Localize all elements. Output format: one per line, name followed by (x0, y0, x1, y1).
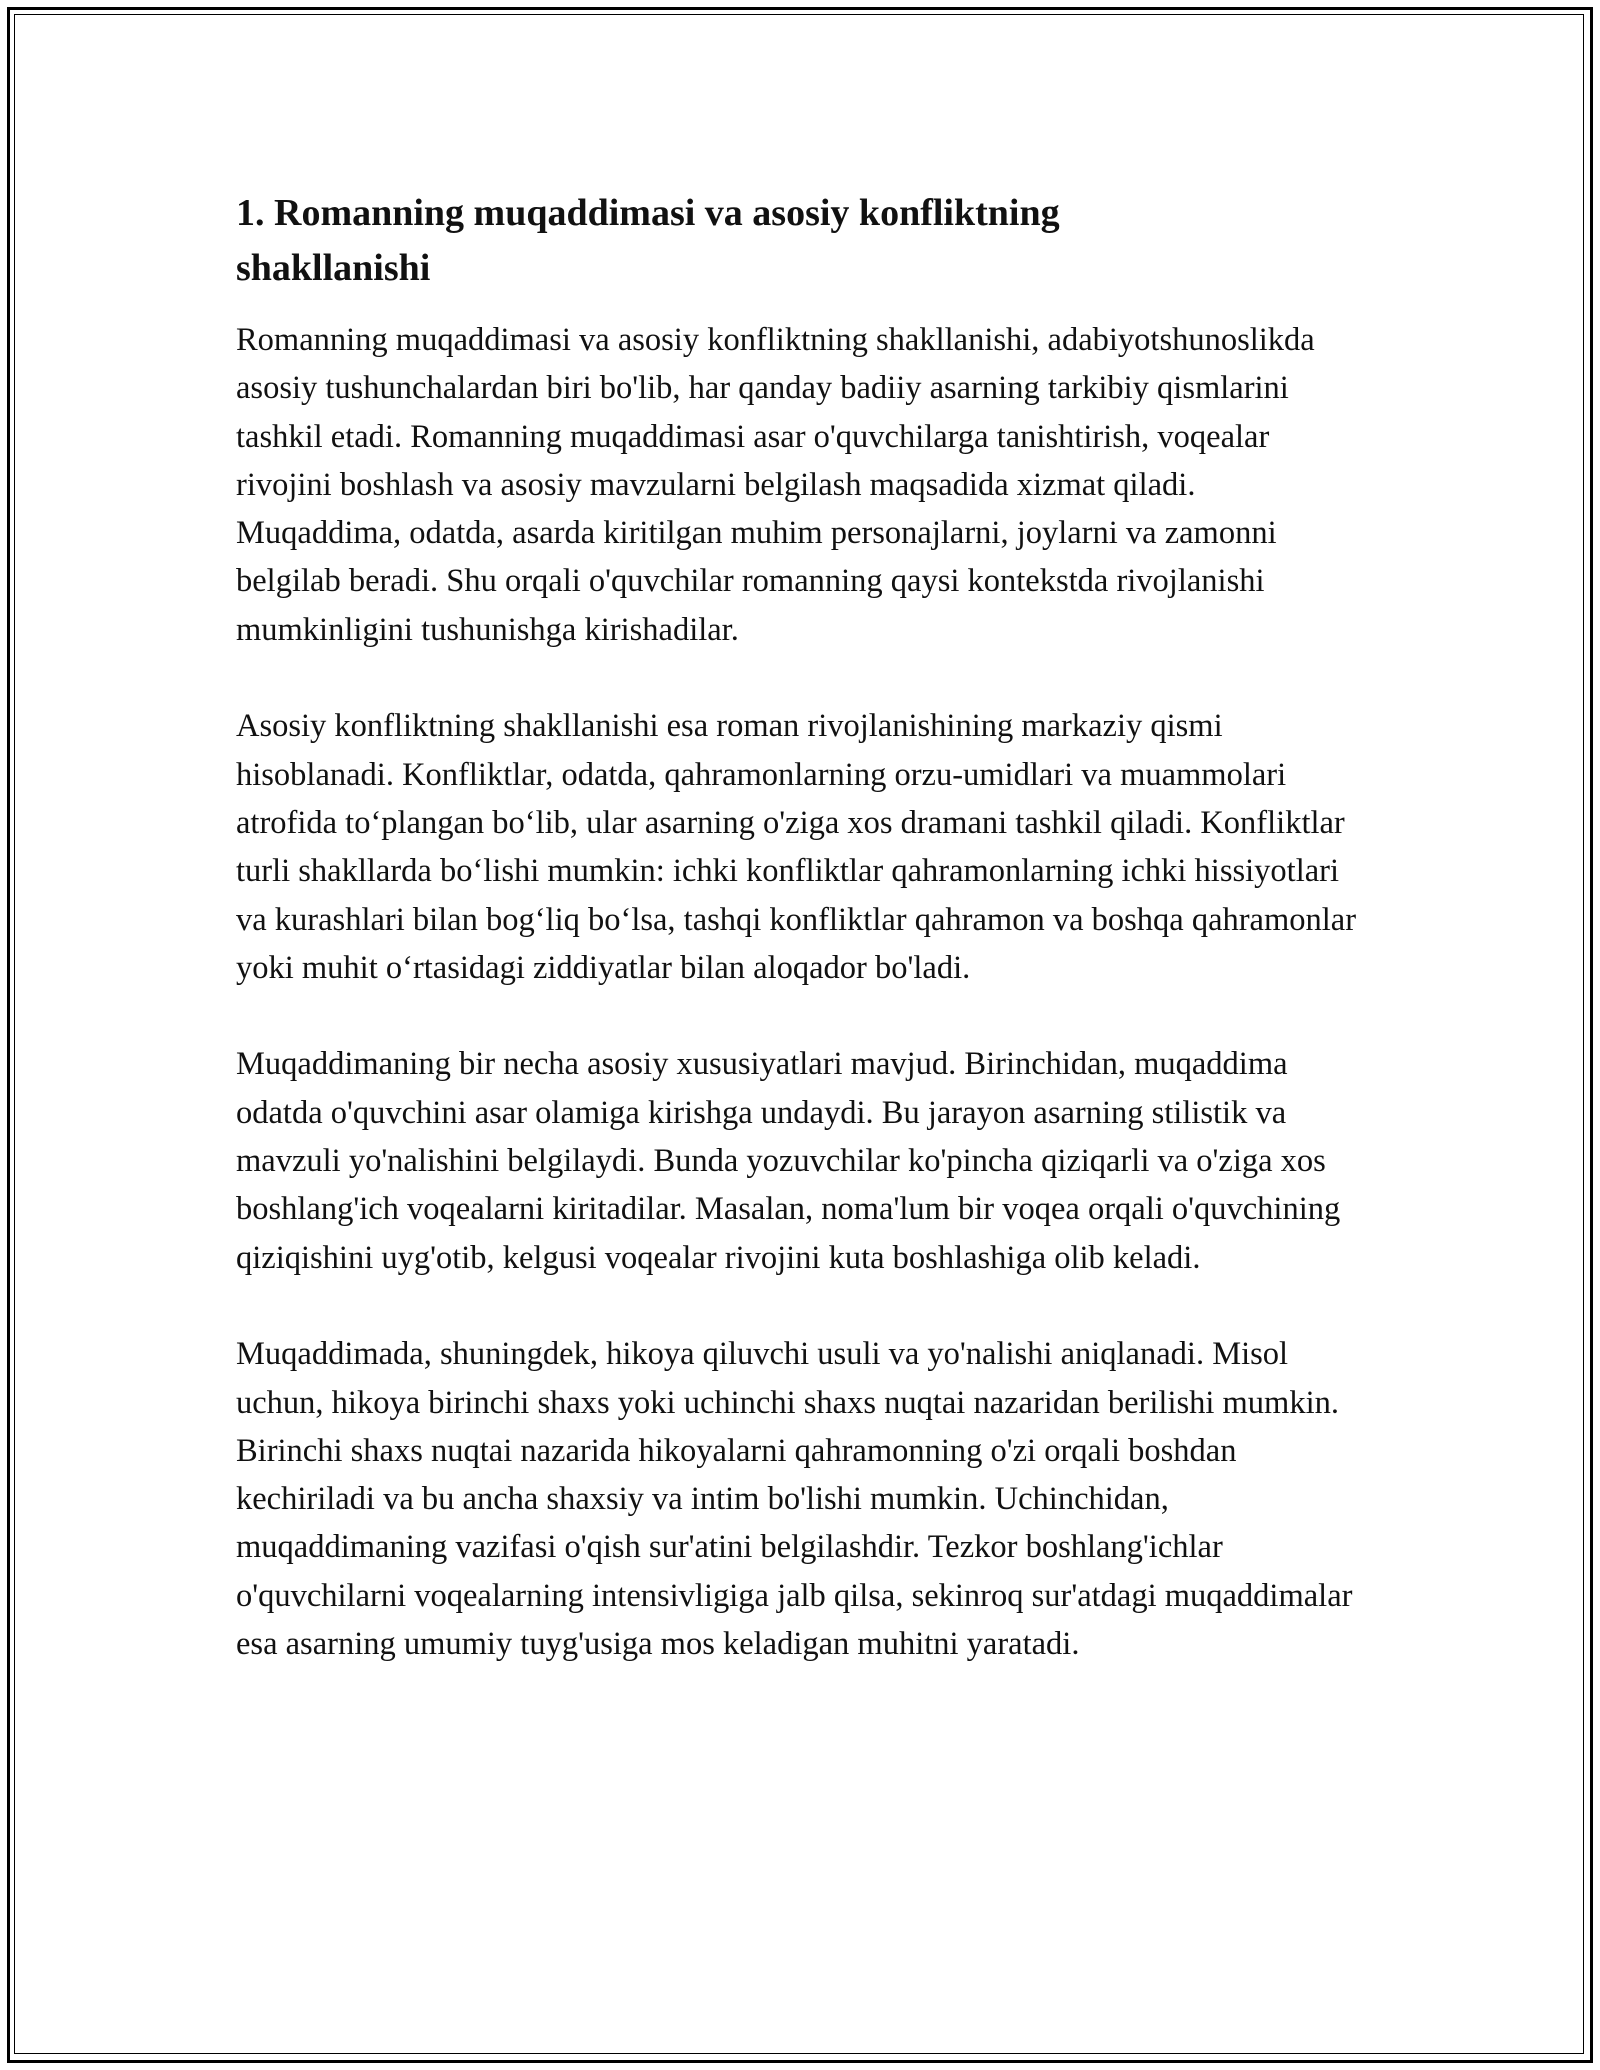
paragraph-conflict: Asosiy konfliktning shakllanishi esa roman rivojlanishining markaziy qismi hisoblanadi. Konfliktlar, odatda, qahramonlarning orzu-umidlari va muammolari atrofida to‘plangan bo‘lib, ular asarning o'ziga xos dramani tashkil qiladi. Konfliktlar turli shakllarda bo‘lishi mumkin: ichki konfliktlar qahramonlarning ichki hissiyotlari va kurashlari bilan bog‘liq bo‘lsa, tashqi konfliktlar qahramon va boshqa qahramonlar yoki muhit o‘rtasidagi ziddiyatlar bilan aloqador bo'ladi. (236, 708, 1357, 986)
paragraph-features: Muqaddimaning bir necha asosiy xususiyatlari mavjud. Birinchidan, muqaddima odatda o'quvchini asar olamiga kirishga undaydi. Bu jarayon asarning stilistik va mavzuli yo'nalishini belgilaydi. Bunda yozuvchilar ko'pincha qiziqarli va o'ziga xos boshlang'ich voqealarni kiritadilar. Masalan, noma'lum bir voqea orqali o'quvchining qiziqishini uyg'otib, kelgusi voqealar rivojini kuta boshlashiga olib keladi. (236, 1046, 1341, 1276)
paragraph-intro: Romanning muqaddimasi va asosiy konfliktning shakllanishi, adabiyotshunoslikda asosiy tushunchalardan biri bo'lib, har qanday badiiy asarning tarkibiy qismlarini tashkil etadi. Romanning muqaddimasi asar o'quvchilarga tanishtirish, voqealar rivojini boshlash va asosiy mavzularni belgilash maqsadida xizmat qiladi. Muqaddima, odatda, asarda kiritilgan muhim personajlarni, joylarni va zamonni belgilab beradi. Shu orqali o'quvchilar romanning qaysi kontekstda rivojlanishi mumkinligini tushunishga kirishadilar. (236, 322, 1315, 648)
document-body (236, 186, 1366, 1668)
section-heading: 1. Romanning muqaddimasi va asosiy konfliktning shakllanishi (236, 192, 1060, 289)
paragraph-narration: Muqaddimada, shuningdek, hikoya qiluvchi usuli va yo'nalishi aniqlanadi. Misol uchun, hikoya birinchi shaxs yoki uchinchi shaxs nuqtai nazaridan berilishi mumkin. Birinchi shaxs nuqtai nazarida hikoyalarni qahramonning o'zi orqali boshdan kechiriladi va bu ancha shaxsiy va intim bo'lishi mumkin. Uchinchidan, muqaddimaning vazifasi o'qish sur'atini belgilashdir. Tezkor boshlang'ichlar o'quvchilarni voqealarning intensivligiga jalb qilsa, sekinroq sur'atdagi muqaddimalar esa asarning umumiy tuyg'usiga mos keladigan muhitni yaratadi. (236, 1336, 1353, 1663)
